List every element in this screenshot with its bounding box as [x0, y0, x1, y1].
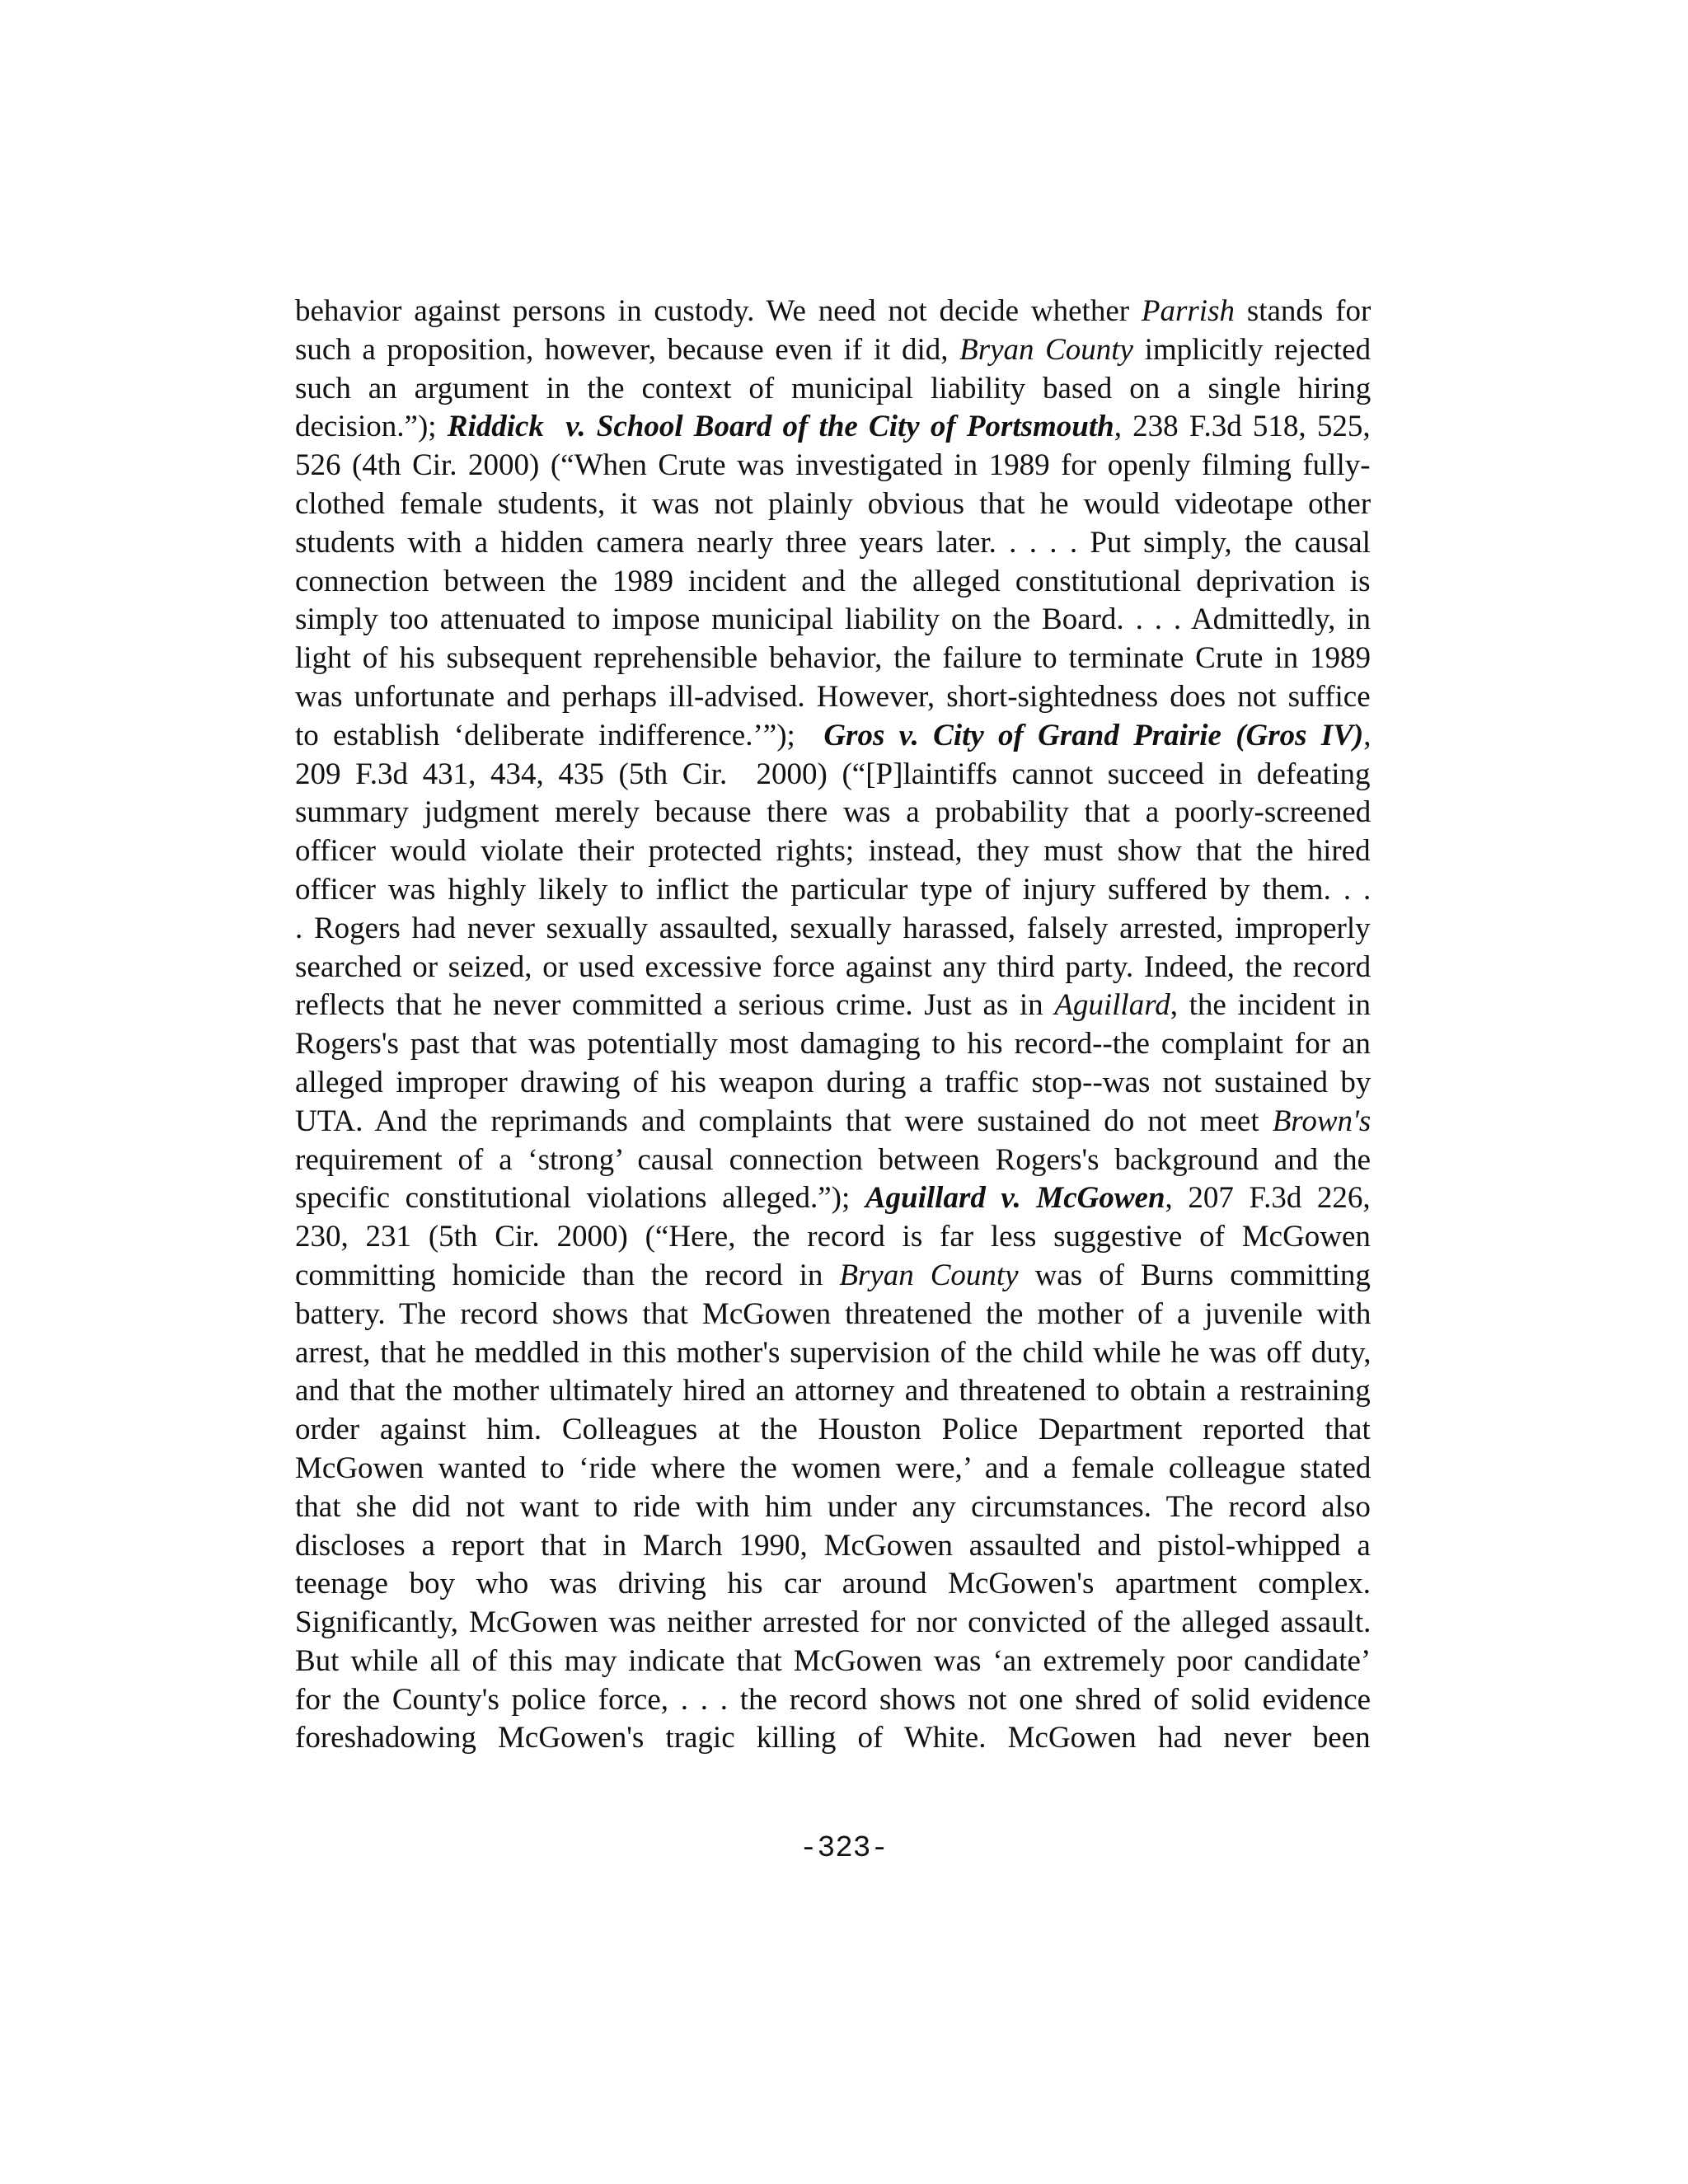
- text-segment: and that the mother ultimately hired an attorney and threatened to obtain a restraining: [295, 1374, 1371, 1408]
- text-line: [295, 794, 1371, 832]
- text-line: [295, 756, 1371, 794]
- text-line: [295, 717, 1371, 756]
- text-segment: specific constitutional violations alleged.”);: [295, 1181, 865, 1216]
- text-line: [295, 1103, 1371, 1141]
- text-segment: Rogers's past that was potentially most damaging to his record--the complaint for an: [295, 1027, 1371, 1062]
- text-segment: reflects that he never committed a serious crime. Just as in: [295, 988, 1055, 1023]
- text-line: [295, 1025, 1371, 1064]
- text-segment: Significantly, McGowen was neither arrested for nor convicted of the alleged assault.: [295, 1605, 1372, 1640]
- text-segment: decision.”);: [295, 410, 448, 444]
- text-line: [295, 910, 1371, 949]
- text-segment: summary judgment merely because there was a probability that a poorly-screened: [295, 795, 1372, 830]
- case-citation: Bryan County: [839, 1258, 1019, 1292]
- text-line: [295, 832, 1371, 871]
- text-segment: students with a hidden camera nearly three years later. . . . . Put simply, the causal: [295, 525, 1371, 560]
- case-citation: Riddick v. School Board of the City of Portsmouth: [447, 410, 1114, 444]
- text-line: [295, 1565, 1371, 1604]
- text-segment: that she did not want to ride with him under any circumstances. The record also: [295, 1489, 1371, 1524]
- text-segment: But while all of this may indicate that McGowen was ‘an extremely poor candidate’: [295, 1643, 1372, 1678]
- text-segment: such an argument in the context of municipal liability based on a single hiring: [295, 371, 1372, 405]
- text-segment: clothed female students, it was not plainly obvious that he would videotape other: [295, 486, 1372, 521]
- text-line: [295, 678, 1371, 717]
- text-segment: teenage boy who was driving his car around McGowen's apartment complex.: [295, 1567, 1372, 1601]
- text-segment: ,: [1363, 718, 1372, 752]
- case-citation: Aguillard v. McGowen: [865, 1181, 1165, 1216]
- text-segment: stands for: [1234, 294, 1372, 328]
- text-segment: light of his subsequent reprehensible behavior, the failure to terminate Crute in 1989: [295, 641, 1371, 676]
- text-line: [295, 1450, 1371, 1488]
- text-line: [295, 524, 1371, 563]
- text-segment: was of Burns committing: [1018, 1258, 1371, 1292]
- text-segment: committing homicide than the record in: [295, 1258, 840, 1292]
- text-segment: arrest, that he meddled in this mother's supervision of the child while he was off duty,: [295, 1335, 1372, 1370]
- text-segment: officer was highly likely to inflict the particular type of injury suffered by them. . .: [295, 872, 1372, 907]
- text-segment: battery. The record shows that McGowen threatened the mother of a juvenile with: [295, 1296, 1372, 1331]
- text-line: [295, 331, 1371, 370]
- text-line: [295, 1257, 1371, 1296]
- text-line: [295, 1719, 1371, 1758]
- text-line: [295, 1064, 1371, 1103]
- text-line: [295, 949, 1371, 987]
- text-segment: requirement of a ‘strong’ causal connection between Rogers's background and the: [295, 1142, 1372, 1177]
- text-segment: foreshadowing McGowen's tragic killing of White. McGowen had never been: [295, 1721, 1371, 1755]
- text-segment: . Rogers had never sexually assaulted, sexually harassed, falsely arrested, improperly: [295, 911, 1371, 945]
- text-line: [295, 485, 1371, 524]
- text-segment: order against him. Colleagues at the Houston Police Department reported that: [295, 1413, 1371, 1447]
- text-line: [295, 1643, 1371, 1681]
- text-segment: behavior against persons in custody. We need not decide whether: [295, 294, 1142, 328]
- text-line: [295, 601, 1371, 640]
- text-segment: , 207 F.3d 226,: [1165, 1181, 1371, 1216]
- page-number: -323-: [799, 1831, 889, 1865]
- text-line: [295, 871, 1371, 910]
- case-citation: Bryan County: [959, 332, 1133, 367]
- text-line: [295, 293, 1371, 331]
- text-segment: discloses a report that in March 1990, McGowen assaulted and pistol-whipped a: [295, 1528, 1371, 1563]
- text-segment: implicitly rejected: [1132, 332, 1372, 367]
- text-line: [295, 447, 1371, 485]
- text-segment: 209 F.3d 431, 434, 435 (5th Cir. 2000) (“[P]laintiffs cannot succeed in defeating: [295, 757, 1371, 791]
- text-segment: to establish ‘deliberate indifference.’”);: [295, 718, 824, 752]
- case-citation: Brown's: [1272, 1104, 1372, 1138]
- case-citation: Gros v. City of Grand Prairie (Gros IV): [823, 718, 1364, 752]
- case-citation: Parrish: [1141, 294, 1235, 328]
- text-line: [295, 1488, 1371, 1527]
- text-line: [295, 1179, 1371, 1218]
- text-segment: was unfortunate and perhaps ill-advised. However, short-sightedness does not suffice: [295, 679, 1371, 714]
- text-line: [295, 1296, 1371, 1334]
- text-segment: searched or seized, or used excessive force against any third party. Indeed, the record: [295, 949, 1372, 984]
- body-text: [295, 293, 1371, 1758]
- text-segment: 526 (4th Cir. 2000) (“When Crute was investigated in 1989 for openly filming fully-: [295, 448, 1371, 483]
- text-line: [295, 1527, 1371, 1566]
- text-segment: McGowen wanted to ‘ride where the women were,’ and a female colleague stated: [295, 1451, 1372, 1485]
- text-segment: , the incident in: [1170, 988, 1371, 1023]
- text-line: [295, 370, 1371, 409]
- text-line: [295, 408, 1371, 447]
- text-line: [295, 1604, 1371, 1643]
- text-line: [295, 1218, 1371, 1257]
- text-line: [295, 563, 1371, 602]
- text-line: [295, 640, 1371, 678]
- text-line: [295, 1141, 1371, 1180]
- text-segment: alleged improper drawing of his weapon during a traffic stop--was not sustained by: [295, 1065, 1372, 1099]
- text-line: [295, 987, 1371, 1025]
- text-segment: for the County's police force, . . . the record shows not one shred of solid evidence: [295, 1682, 1372, 1717]
- case-citation: Aguillard: [1054, 988, 1170, 1023]
- text-line: [295, 1681, 1371, 1720]
- text-line: [295, 1411, 1371, 1450]
- text-segment: simply too attenuated to impose municipal liability on the Board. . . . Admittedly, in: [295, 602, 1372, 637]
- text-segment: UTA. And the reprimands and complaints that were sustained do not meet: [295, 1104, 1273, 1138]
- text-segment: officer would violate their protected rights; instead, they must show that the hired: [295, 834, 1371, 869]
- text-segment: , 238 F.3d 518, 525,: [1114, 410, 1371, 444]
- text-segment: such a proposition, however, because even if it did,: [295, 332, 960, 367]
- text-segment: 230, 231 (5th Cir. 2000) (“Here, the record is far less suggestive of McGowen: [295, 1220, 1371, 1254]
- text-line: [295, 1372, 1371, 1411]
- text-segment: connection between the 1989 incident and the alleged constitutional deprivation is: [295, 564, 1371, 598]
- text-line: [295, 1334, 1371, 1373]
